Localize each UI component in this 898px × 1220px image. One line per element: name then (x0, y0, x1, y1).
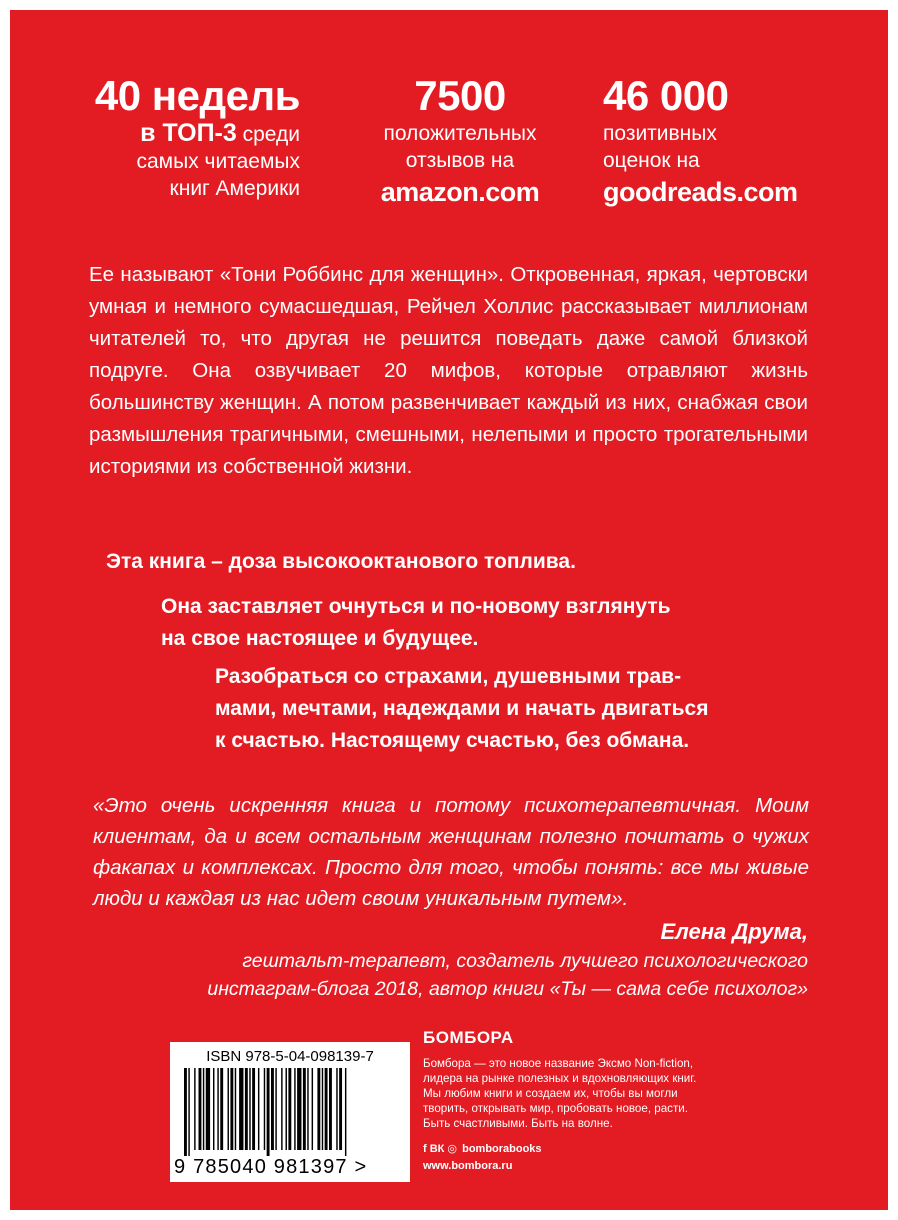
stat-site-name: goodreads.com (603, 177, 798, 207)
barcode-bar (184, 1068, 187, 1156)
book-back-cover (10, 10, 888, 1210)
highlight-line: на свое настоящее и будущее. (161, 627, 479, 650)
author-role-line: гештальт-терапевт, создатель лучшего психологического (242, 950, 808, 972)
barcode-digits: 9 785040 981397 > (174, 1156, 368, 1178)
barcode-bar (220, 1068, 223, 1150)
highlight-line: Разобраться со страхами, душевными трав- (215, 665, 682, 688)
stat-amazon-reviews (340, 72, 580, 210)
stat-line-text: книг Америки (169, 177, 300, 200)
barcode-bar (217, 1068, 218, 1150)
publisher-description (423, 1056, 763, 1131)
barcode-bar (312, 1068, 313, 1150)
quote-author-role (108, 947, 808, 1003)
stat-line-text: положительных (383, 122, 537, 145)
book-description: Ее называют «Тони Роббинс для женщин». Откровенная, яркая, чертовски умная и немного сумасшедшая, Рейчел Холлис рассказывает миллионам читателей то, что другая не решится поведать даже самой близкой подруге. Она озвучивает 20 мифов, которые отравляют жизнь большинству женщин. А потом развенчивает каждый из них, снабжая свои размышления трагичными, смешными, нелепыми и просто трогательными историями из собственной жизни. (89, 263, 808, 478)
barcode-bar (294, 1068, 295, 1150)
barcode-bar (325, 1068, 328, 1150)
publisher-text-line: творить, открывать мир, пробовать новое, расти. (423, 1102, 688, 1115)
barcode-bar (288, 1068, 291, 1150)
barcode-bar (267, 1068, 270, 1156)
testimonial-quote: «Это очень искренняя книга и потому психотерапевтичная. Моим клиентам, да и всем остальным женщинам полезно почитать о чужих факапах и комплексах. Просто для того, чтобы понять: все мы живые люди и каждая из нас идет своим уникальным путем». (93, 794, 809, 910)
barcode-bar (297, 1068, 301, 1150)
barcode-bar (249, 1068, 250, 1150)
barcode-bar (203, 1068, 204, 1150)
barcode-bar (239, 1068, 243, 1150)
barcode-bar (329, 1068, 332, 1150)
barcode-bar (252, 1068, 255, 1150)
barcode-bar (199, 1068, 202, 1150)
publisher-text-line: лидера на рынке полезных и вдохновляющих книг. (423, 1072, 697, 1085)
stat-line-text: среди (236, 123, 300, 146)
highlight-paragraph (215, 661, 708, 757)
social-handle: bomborabooks (462, 1143, 542, 1155)
highlight-line: к счастью. Настоящему счастью, без обмана. (215, 729, 690, 752)
barcode-bar (194, 1068, 195, 1150)
barcode-bar (188, 1068, 189, 1156)
barcode-bar (339, 1068, 342, 1150)
stat-top-label: в ТОП-3 (140, 119, 237, 147)
barcode-bar (230, 1068, 233, 1150)
author-role-line: инстаграм-блога 2018, автор книги «Ты — сама себе психолог» (207, 978, 808, 1000)
highlight-line: Она заставляет очнуться и по-новому взглянуть (161, 595, 671, 618)
barcode-bar (345, 1068, 346, 1156)
barcode-bar (322, 1068, 323, 1150)
isbn-barcode (170, 1042, 410, 1182)
barcode-bars (184, 1068, 396, 1156)
stat-big-number: 46 000 (603, 72, 729, 119)
stat-goodreads-ratings (603, 72, 843, 210)
stat-line-text: позитивных (603, 122, 717, 145)
stat-line-text: самых читаемых (136, 150, 300, 173)
highlight-paragraph (161, 591, 671, 655)
barcode-bar (336, 1068, 337, 1150)
highlight-paragraph (106, 546, 576, 578)
barcode-bar (206, 1068, 210, 1150)
barcode-bar (235, 1068, 236, 1150)
barcode-bar (317, 1068, 320, 1150)
barcode-bar (307, 1068, 308, 1150)
barcode-bar (228, 1068, 229, 1150)
highlight-line: мами, мечтами, надеждами и начать двигаться (215, 697, 709, 720)
barcode-bar (245, 1068, 248, 1150)
quote-author-name: Елена Друма, (660, 919, 808, 944)
publisher-logo: БОМБОРА (423, 1028, 514, 1047)
stat-line-text: отзывов на (405, 149, 515, 172)
social-links (423, 1142, 542, 1156)
barcode-bar (258, 1068, 259, 1150)
barcode-bar (286, 1068, 287, 1150)
publisher-text-line: Быть счастливыми. Быть на волне. (423, 1117, 613, 1130)
stat-line-text: оценок на (603, 149, 700, 172)
barcode-bar (271, 1068, 274, 1150)
isbn-number: ISBN 978-5-04-098139-7 (206, 1048, 374, 1065)
publisher-text-line: Бомбора — это новое название Эксмо Non-fiction, (423, 1057, 694, 1070)
publisher-website: www.bombora.ru (423, 1160, 513, 1172)
barcode-bar (281, 1068, 282, 1150)
barcode-bar (275, 1068, 276, 1150)
stat-big-number: 7500 (414, 72, 506, 119)
stat-site-name: amazon.com (380, 177, 540, 207)
barcode-bar (264, 1068, 265, 1150)
highlight-line: Эта книга – доза высокооктанового топлива. (106, 550, 576, 573)
stat-weeks-top (60, 72, 300, 202)
barcode-bar (213, 1068, 214, 1150)
publisher-text-line: Мы любим книги и создаем их, чтобы вы могли (423, 1087, 678, 1100)
barcode-bar (303, 1068, 306, 1150)
social-icons: f ВК ◎ (423, 1143, 458, 1155)
stat-big-number: 40 недель (94, 72, 300, 119)
